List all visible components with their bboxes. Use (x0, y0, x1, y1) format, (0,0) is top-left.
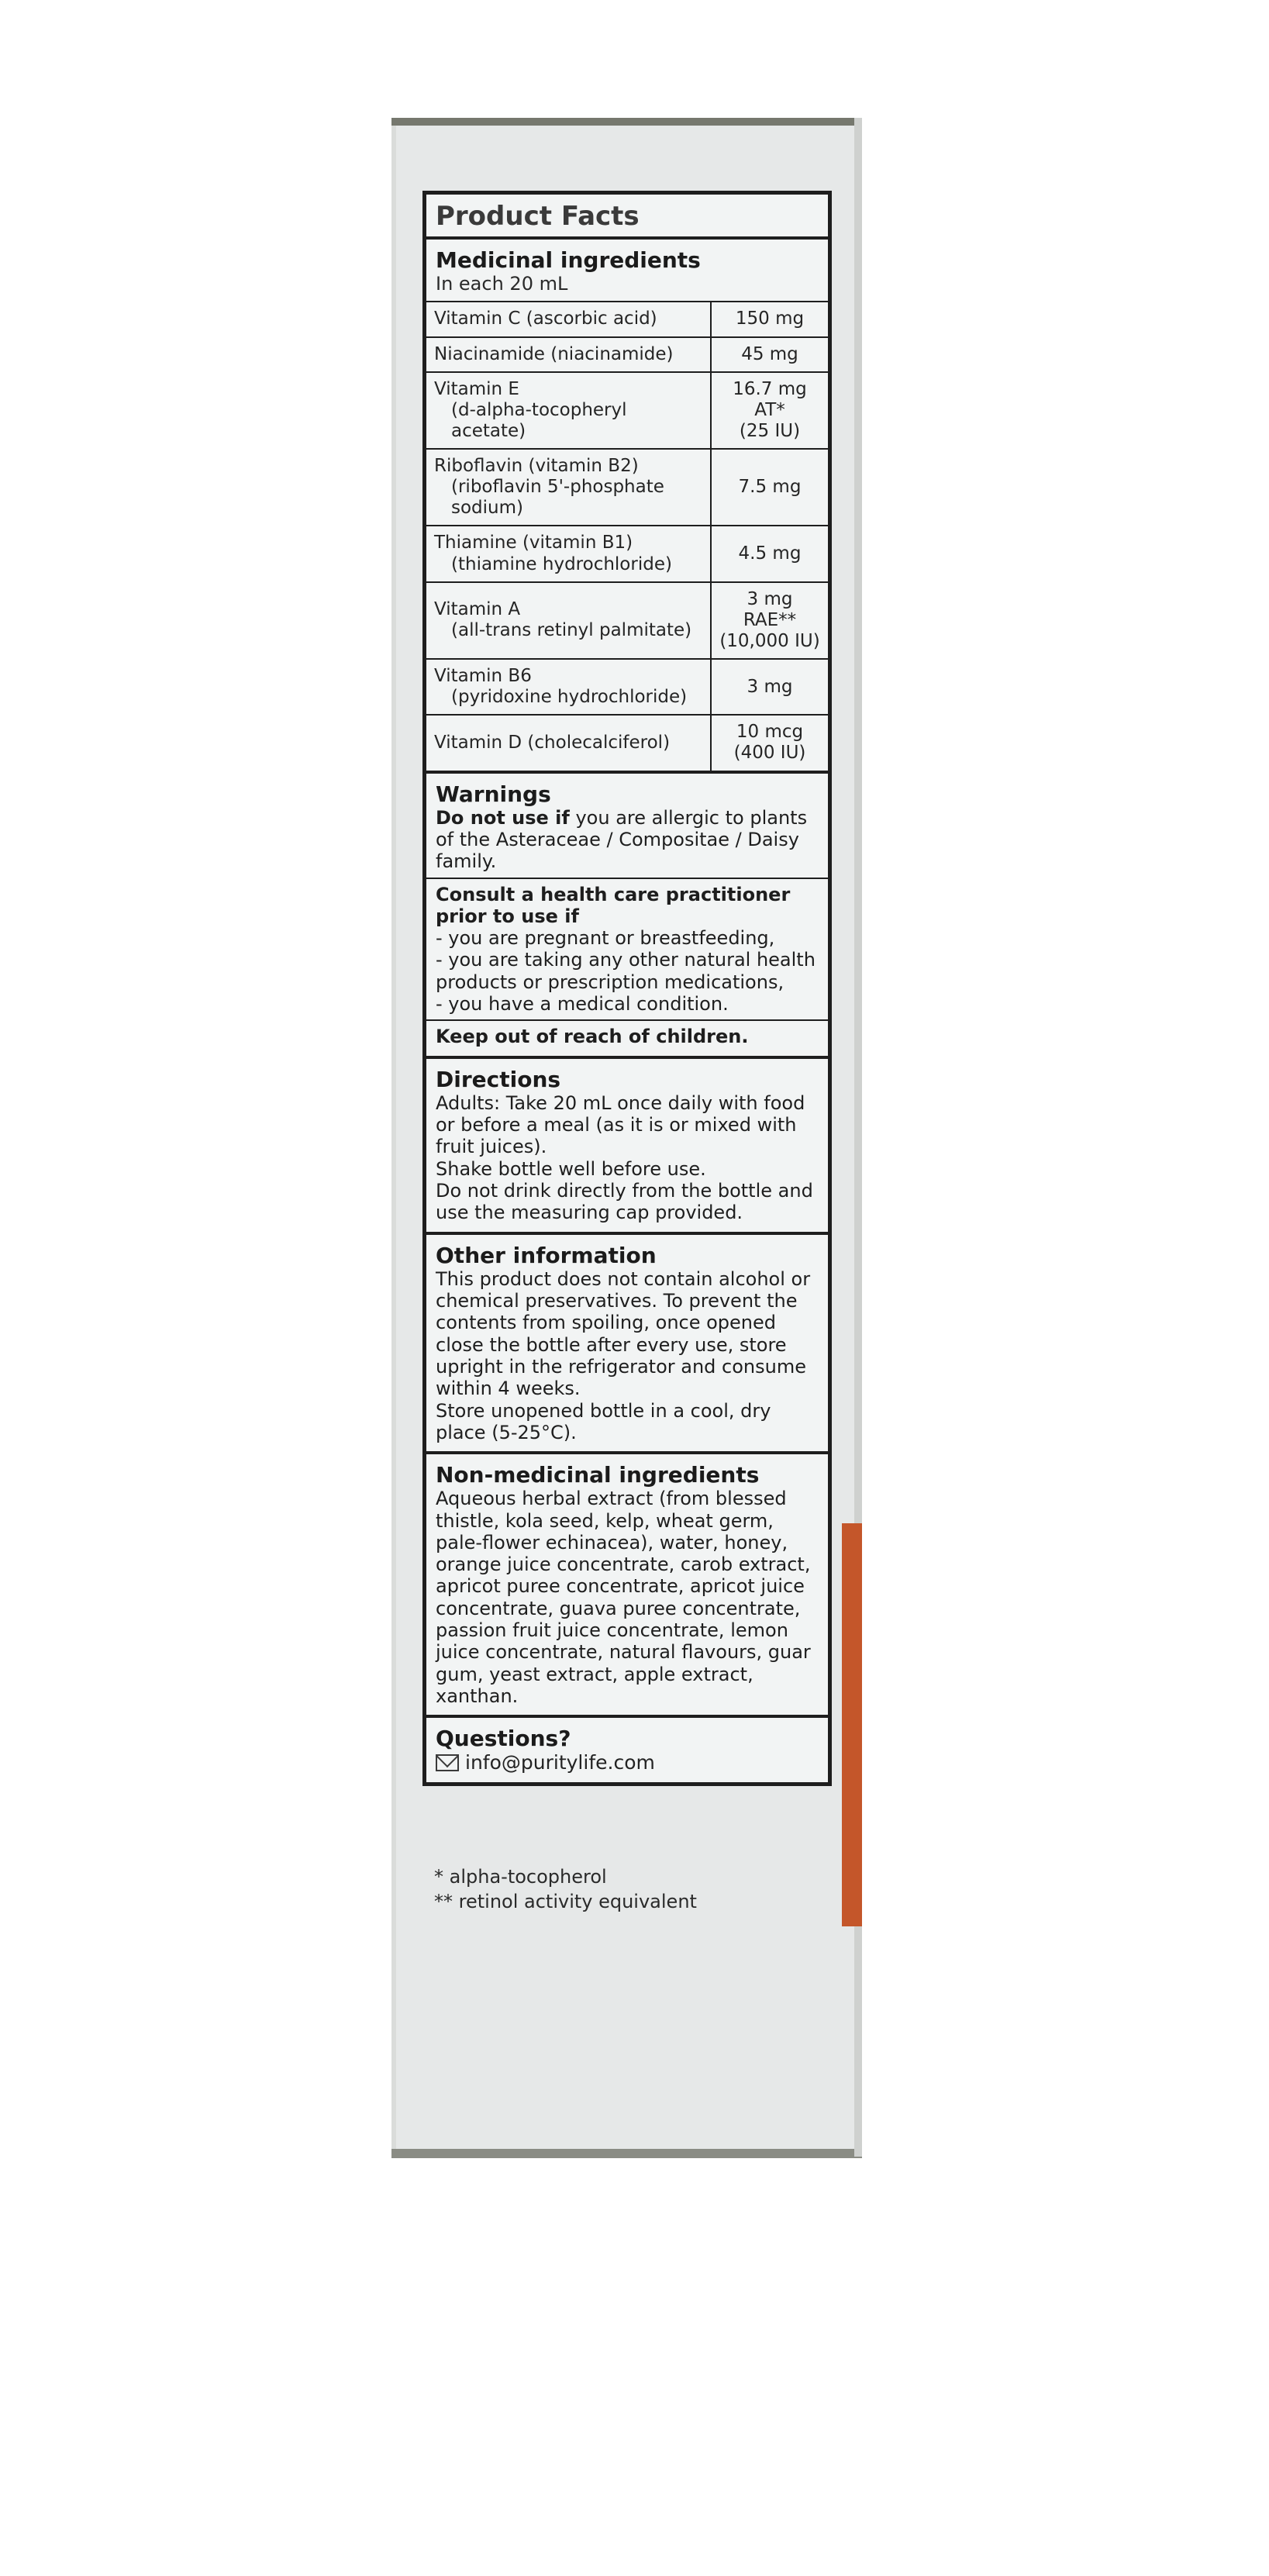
divider (426, 1019, 828, 1021)
warnings-heading: Warnings (436, 781, 551, 807)
ingredient-amount: 45 mg (741, 343, 798, 364)
ingredient-name: Vitamin A (434, 599, 521, 620)
panel-title: Product Facts (426, 195, 828, 240)
footnotes (434, 1864, 697, 1915)
consult-heading: Consult a health care practitioner prior to use if (436, 883, 791, 927)
do-not-use-detail: you are allergic to plants of the Asteraceae / Compositae / Daisy family. (436, 806, 808, 873)
consult-item: - you are pregnant or breastfeeding, (436, 927, 775, 950)
other-information-section (426, 1235, 828, 1455)
ingredient-name-cell (426, 526, 711, 581)
ingredient-row (426, 659, 828, 715)
ingredient-amount: (10,000 IU) (719, 630, 820, 651)
ingredient-row (426, 715, 828, 770)
divider (426, 878, 828, 879)
non-medicinal-text: Aqueous herbal extract (from blessed thistle, kola seed, kelp, wheat germ, pale-flower echinacea), water, honey, orange juice concentrate, carob extract, apricot puree concentrate, apricot juice concentrate, guava puree concentrate, passion fruit juice concentrate, lemon juice concentrate, natural flavours, guar gum, yeast extract, apple extract, xanthan. (436, 1488, 811, 1708)
medicinal-subheading: In each 20 mL (436, 273, 568, 295)
ingredient-name: (riboflavin 5'-phosphate (451, 477, 664, 498)
ingredient-name: Thiamine (vitamin B1) (434, 533, 633, 553)
ingredient-amount-cell (711, 302, 828, 336)
ingredient-row (426, 372, 828, 449)
ingredient-name-cell (426, 302, 711, 336)
ingredient-row (426, 526, 828, 581)
ingredient-amount-cell (711, 659, 828, 715)
directions-heading: Directions (436, 1066, 561, 1092)
product-facts-panel (422, 191, 832, 1786)
ingredient-name-cell (426, 659, 711, 715)
other-info-line: This product does not contain alcohol or chemical preservatives. To prevent the contents from spoiling, once opened close the bottle after every use, store upright in the refrigerator and consume within 4 weeks. (436, 1267, 811, 1400)
ingredient-name: Vitamin D (cholecalciferol) (434, 732, 671, 753)
ingredient-name: Riboflavin (vitamin B2) (434, 456, 639, 477)
envelope-icon (436, 1754, 459, 1771)
ingredient-name: Vitamin E (434, 378, 519, 399)
consult-item: - you have a medical condition. (436, 993, 729, 1016)
non-medicinal-heading: Non-medicinal ingredients (436, 1462, 760, 1488)
ingredient-amount: (400 IU) (733, 743, 806, 764)
directions-line: Adults: Take 20 mL once daily with food or before a meal (as it is or mixed with fruit juices). (436, 1091, 805, 1158)
ingredient-amount-cell (711, 372, 828, 449)
keep-out-text: Keep out of reach of children. (436, 1026, 749, 1048)
ingredient-name: Niacinamide (niacinamide) (434, 343, 674, 364)
ingredient-amount: 4.5 mg (738, 543, 802, 564)
ingredient-name-cell (426, 582, 711, 659)
ingredient-amount: 3 mg RAE** (743, 588, 797, 630)
directions-section (426, 1059, 828, 1235)
ingredient-amount-cell (711, 449, 828, 526)
ingredient-name: Vitamin B6 (434, 666, 532, 687)
ingredient-amount: 16.7 mg AT* (733, 378, 807, 420)
footnote: * alpha-tocopherol (434, 1866, 607, 1888)
ingredient-amount-cell (711, 337, 828, 372)
ingredient-name-cell (426, 715, 711, 770)
questions-heading: Questions? (436, 1726, 571, 1752)
other-info-line: Store unopened bottle in a cool, dry place (5-25°C). (436, 1399, 771, 1443)
ingredient-name: sodium) (451, 498, 523, 519)
ingredient-amount: (25 IU) (739, 420, 801, 441)
consult-item: - you are taking any other natural health products or prescription medications, (436, 949, 816, 993)
ingredient-name: (d-alpha-tocopheryl acetate) (451, 399, 627, 441)
non-medicinal-section (426, 1454, 828, 1718)
contact-row (436, 1751, 819, 1774)
ingredient-name-cell (426, 337, 711, 372)
questions-section (426, 1718, 828, 1782)
ingredient-row (426, 582, 828, 659)
ingredient-name-cell (426, 449, 711, 526)
other-info-heading: Other information (436, 1242, 657, 1268)
ingredient-amount: 10 mcg (736, 722, 804, 743)
directions-line: Do not drink directly from the bottle and use the measuring cap provided. (436, 1180, 813, 1224)
ingredient-amount: 7.5 mg (738, 477, 802, 498)
orange-accent-strip (842, 1523, 862, 1926)
ingredient-row (426, 302, 828, 336)
ingredient-amount: 3 mg (747, 676, 793, 697)
footnote: ** retinol activity equivalent (434, 1891, 697, 1913)
medicinal-ingredients-section (426, 240, 828, 773)
ingredient-name: Vitamin C (ascorbic acid) (434, 309, 657, 329)
ingredient-row (426, 337, 828, 372)
directions-line: Shake bottle well before use. (436, 1157, 706, 1180)
ingredient-name: (pyridoxine hydrochloride) (451, 687, 688, 708)
ingredients-table (426, 301, 828, 770)
ingredient-row (426, 449, 828, 526)
ingredient-amount-cell (711, 715, 828, 770)
ingredient-name-cell (426, 372, 711, 449)
warnings-section (426, 774, 828, 1059)
ingredient-name: (all-trans retinyl palmitate) (451, 620, 692, 641)
do-not-use-text (436, 807, 819, 873)
ingredient-amount-cell (711, 526, 828, 581)
do-not-use-bold: Do not use if (436, 806, 570, 829)
ingredient-amount-cell (711, 582, 828, 659)
contact-email[interactable]: info@puritylife.com (465, 1751, 655, 1774)
ingredient-amount: 150 mg (735, 309, 805, 329)
ingredient-name: (thiamine hydrochloride) (451, 553, 672, 574)
medicinal-heading: Medicinal ingredients (436, 247, 701, 274)
